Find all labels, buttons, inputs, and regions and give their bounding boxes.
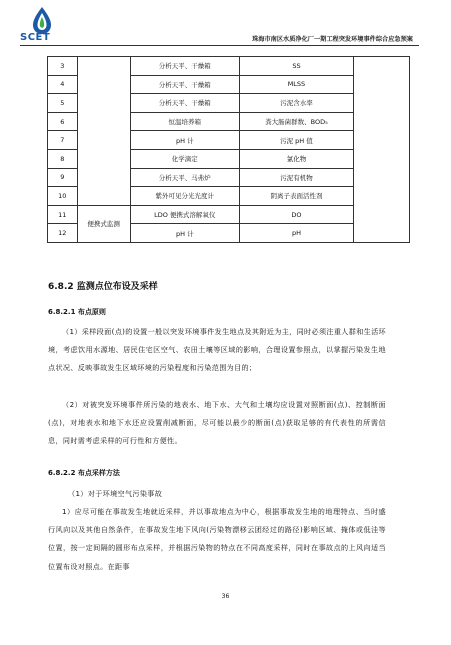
row-number: 6 <box>48 112 78 131</box>
item-cell: MLSS <box>239 75 353 94</box>
method-cell: 分析天平、干燥箱 <box>130 75 239 94</box>
row-number: 8 <box>48 149 78 168</box>
subsection-heading-sampling-method: 6.8.2.2 布点采样方法 <box>48 469 120 477</box>
item-cell: 阴离子表面活性剂 <box>239 187 353 206</box>
row-number: 3 <box>48 57 78 76</box>
row-number: 5 <box>48 94 78 113</box>
category-cell <box>77 57 130 206</box>
item-cell: SS <box>239 57 353 76</box>
item-cell: 氯化物 <box>239 149 353 168</box>
method-cell: 紫外可见分光光度计 <box>130 187 239 206</box>
method-cell: pH 计 <box>130 224 239 243</box>
row-number: 12 <box>48 224 78 243</box>
table-row <box>48 57 410 76</box>
method-cell: 分析天平、马弗炉 <box>130 168 239 187</box>
section-heading: 6.8.2 监测点位布设及采样 <box>48 282 158 292</box>
category-cell: 便携式监测 <box>77 205 130 242</box>
method-cell: 分析天平、干燥箱 <box>130 57 239 76</box>
method-cell: 恒温培养箱 <box>130 112 239 131</box>
document-title: 珠海市南区水质净化厂一期工程突发环境事件综合应急预案 <box>252 36 413 43</box>
item-cell: 污泥 pH 值 <box>239 131 353 150</box>
page-number: 36 <box>221 593 230 600</box>
method-cell: pH 计 <box>130 131 239 150</box>
air-pollution-subheading: （1）对于环境空气污染事故 <box>68 489 163 498</box>
monitoring-equipment-table <box>47 56 410 243</box>
item-cell: 粪大肠菌群数、BOD₅ <box>239 112 353 131</box>
logo-text: SCET <box>20 32 51 43</box>
method-cell: 分析天平、干燥箱 <box>130 94 239 113</box>
row-number: 11 <box>48 205 78 224</box>
paragraph-principle-1: （1）采样段面(点)的设置一般以突发环境事件发生地点及其附近为主，同时必须注重人群和生活环境，考虑饮用水源地、居民住宅区空气、农田土壤等区域的影响，合理设置参照点，以掌握污染发生地点状况、反映事故发生区域环境的污染程度和污染范围为目的； <box>48 327 386 373</box>
item-cell: pH <box>239 224 353 243</box>
method-cell: 化学滴定 <box>130 149 239 168</box>
row-number: 10 <box>48 187 78 206</box>
row-number: 7 <box>48 131 78 150</box>
row-number: 4 <box>48 75 78 94</box>
row-number: 9 <box>48 168 78 187</box>
item-cell: DO <box>239 205 353 224</box>
header-divider <box>20 45 419 46</box>
paragraph-air-sampling: 1）应尽可能在事故发生地就近采样，并以事故地点为中心，根据事故发生地的地理特点、当时盛行风向以及其他自然条件，在事故发生地下风向(污染物漂移云团经过的路径)影响区域、掩体或低洼等位置，按一定间隔的圆形布点采样，并根据污染物的特点在不同高度采样，同时在事故点的上风向适当位置布设对照点。在距事 <box>48 507 386 571</box>
blank-cell <box>354 57 410 243</box>
paragraph-principle-2: （2）对被突发环境事件所污染的地表水、地下水、大气和土壤均应设置对照断面(点)、控制断面(点)，对地表水和地下水还应设置削减断面，尽可能以最少的断面(点)获取足够的有代表性的所需信息，同时需考虑采样的可行性和方便性。 <box>48 400 386 446</box>
method-cell: LDO 便携式溶解氧仪 <box>130 205 239 224</box>
item-cell: 污泥有机物 <box>239 168 353 187</box>
subsection-heading-layout-principle: 6.8.2.1 布点原则 <box>48 308 106 316</box>
item-cell: 污泥含水率 <box>239 94 353 113</box>
